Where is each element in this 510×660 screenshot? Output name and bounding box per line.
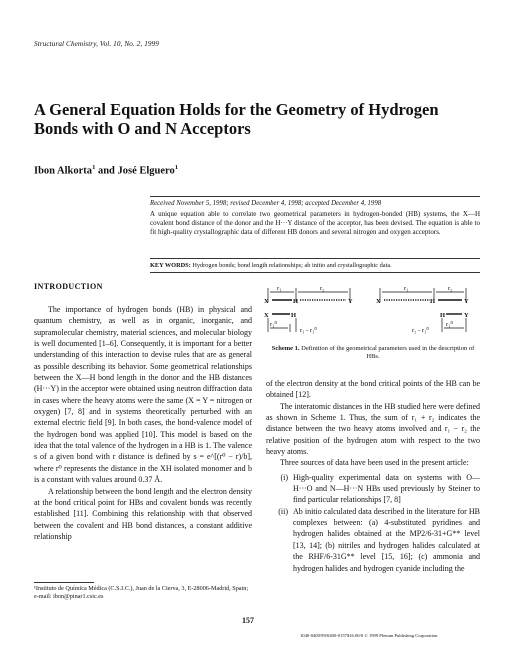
received-dates: Received November 5, 1998; revised December 4, 1998; accepted December 4, 1998	[150, 196, 480, 207]
scheme-right-labels	[376, 285, 469, 334]
label-r1-left: r₁	[277, 285, 282, 292]
label-h-right: H	[430, 298, 436, 305]
label-r10-right: r₁⁰	[446, 321, 454, 328]
intro-paragraph-1: The importance of hydrogen bonds (HB) in physical and quantum chemistry, as well as in organic, inorganic, and supramolecular chemistry, material sciences, and molecular biology is well documented [1–6]. Consequently, it is important for a better understanding of this interaction to devise rules that are as general as possible describing its behavior. Some geometrical relationships between the X—H bond length in the donor and the HB distances (H···Y) in the acceptor were obtained using neutron diffraction data in cases where the heavy atoms were the same (X = Y = nitrogen or oxygen) [7, 8] and in systems theoretically perturbed with an external electric field [9]. In both cases, the bond-valence model of the hydrogen bond was applied [10]. This model is based on the idea that the total valence of the hydrogen in a HB is 1. The valence s of a given bond with r distance is defined by s = e^[(r⁰ − r)/b], where r⁰ represents the distance in the XH isolated monomer and b is a constant with values around 0.37 Å.	[34, 305, 252, 485]
keywords-text: Hydrogen bonds; bond length relationships; ab initio and crystallographic data.	[190, 262, 392, 269]
footnote-rule	[34, 582, 94, 583]
page-number: 157	[242, 616, 254, 625]
paper-title: A General Equation Holds for the Geometry of Hydrogen Bonds with O and N Acceptors	[34, 100, 439, 138]
label-r2-diff: r₂ - r₁⁰	[412, 327, 429, 334]
label-r2-left: r₂	[320, 285, 325, 292]
keywords	[150, 258, 480, 273]
label-r1-diff: r₁ - r₁⁰	[300, 327, 317, 334]
scheme-caption-text: Definition of the geometrical parameters used in the description of HBs.	[299, 345, 475, 360]
list-item	[266, 506, 480, 574]
label-y-right-2: Y	[464, 312, 469, 319]
list-item-text: High-quality experimental data on systems with O—H···O and N—H···N HBs used previously by Steiner to find particular relationships [7, 8]	[293, 472, 480, 505]
keywords-label: KEY WORDS:	[150, 262, 191, 269]
scheme-caption-label: Scheme 1.	[271, 345, 300, 352]
right-paragraph-1: of the electron density at the bond critical points of the HB can be obtained [12].	[266, 379, 480, 400]
list-item-text: Ab initio calculated data described in the literature for HB complexes between: (a) 4-substituted pyridines and hydrogen halides obtained at the MP2/6-31+G** level [13, 14]; (b) nitriles and hydrogen halides calculated at the RHF/6-31G** level [15, 16]; (c) ammonia and hydrogen halides and hydrogen cyanide including the	[293, 506, 480, 573]
author-2-affil: 1	[174, 164, 179, 171]
scheme-left-labels	[264, 285, 353, 334]
scheme-left-panel	[268, 288, 350, 332]
list-item-label: (ii)	[278, 506, 288, 516]
label-h-right-2: H	[440, 312, 446, 319]
label-r10-left: r₁⁰	[270, 321, 278, 328]
author-1-affil: 1	[92, 164, 96, 171]
section-heading-introduction: INTRODUCTION	[34, 282, 103, 291]
label-h-left-2: H	[291, 312, 297, 319]
data-sources-list	[266, 472, 480, 574]
label-y-left: Y	[348, 298, 353, 305]
label-x-left-2: X	[264, 312, 269, 319]
intro-paragraph-2: A relationship between the bond length and the electron density at the bond critical point for HBs and covalent bonds was recently established [11]. Combining this relationship with that observed between the covalent and HB bond distances, a constant additive relationship	[34, 486, 252, 541]
copyright-line: 1040-0400/99/0400-0157$16.00/0 © 1999 Plenum Publishing Corporation	[300, 633, 438, 638]
label-r1-right: r₁	[404, 285, 409, 292]
list-item	[266, 472, 480, 506]
scheme-right-panel	[380, 288, 466, 332]
right-paragraph-2: The interatomic distances in the HB studied here were defined as shown in Scheme 1. Thus, the sum of r₁ + r₂ indicates the distance between the two heavy atoms involved and r₁ − r₂ the relative position of the hydrogen atom with respect to the two heavy atoms.	[266, 401, 480, 457]
affiliation-footnote: ¹Instituto de Química Médica (C.S.I.C.), Juan de la Cierva, 3, E-28006-Madrid, Spain; e-mail: ibon@pinar1.csic.es	[34, 585, 249, 600]
right-paragraph-3: Three sources of data have been used in the present article:	[280, 458, 469, 468]
label-r2-right: r₂	[448, 285, 453, 292]
list-item-label: (i)	[280, 472, 288, 482]
author-1: Ibon Alkorta	[34, 165, 93, 177]
left-column	[34, 304, 252, 542]
authors	[34, 164, 178, 177]
right-column	[266, 378, 480, 574]
journal-header: Structural Chemistry, Vol. 10, No. 2, 1999	[34, 40, 159, 48]
scheme-caption	[266, 345, 480, 361]
author-2: and José Elguero	[95, 165, 175, 177]
label-x-right: X	[376, 298, 381, 305]
scheme-1-diagram	[262, 280, 482, 342]
abstract: A unique equation able to correlate two geometrical parameters in hydrogen-bonded (HB) systems, the X—H covalent bond distance of the donor and the H···Y distance of the acceptor, has been devised. The equation is able to fit high-quality crystallographic data of different HB donors and several nitrogen and oxygen acceptors.	[150, 210, 480, 237]
label-h-left: H	[293, 298, 299, 305]
label-y-right: Y	[464, 298, 469, 305]
label-x-left: X	[264, 298, 269, 305]
